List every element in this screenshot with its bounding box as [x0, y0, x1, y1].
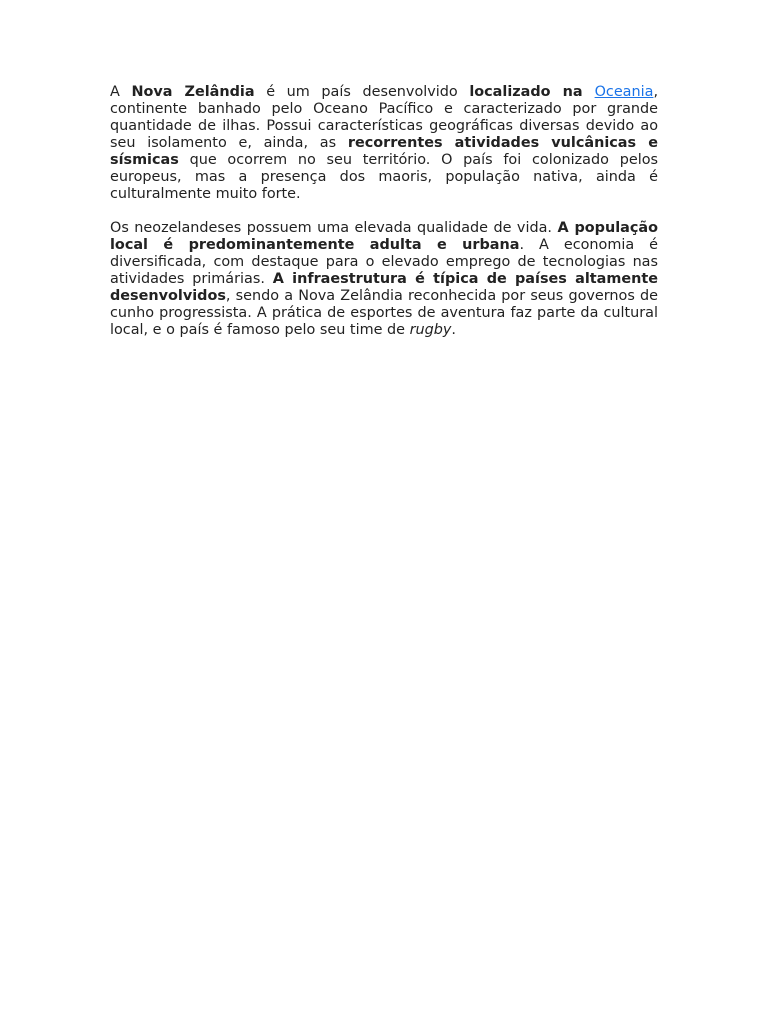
paragraph-1-text-4: que ocorrem no seu território. O país foi colonizado pelos europeus, mas a presença dos maoris, população nativa, ainda é culturalmente muito forte.: [110, 152, 658, 202]
paragraph-1-text-3: , continente banhado pelo Oceano Pacífico e caracterizado por grande quantidade de ilhas. Possui características geográficas diversas devido ao seu isolamento e, ainda, as: [110, 84, 659, 151]
paragraph-2: [110, 220, 658, 339]
paragraph-1: [110, 84, 658, 203]
paragraph-2-text-3: , sendo a Nova Zelândia reconhecida por seus governos de cunho progressista. A prática de esportes de aventura faz parte da cultural local, e o país é famoso pelo seu time de: [110, 288, 658, 338]
paragraph-1-text-2: é um país desenvolvido: [254, 84, 470, 100]
paragraph-1-text-1: A: [110, 84, 132, 100]
paragraph-2-bold-1: A população local é predominantemente adulta e urbana: [110, 220, 658, 253]
paragraph-1-bold-2: localizado na: [469, 84, 595, 100]
paragraph-2-text-2: . A economia é diversificada, com destaque para o elevado emprego de tecnologias nas atividades primárias.: [110, 237, 659, 287]
oceania-link[interactable]: Oceania: [594, 84, 654, 100]
paragraph-2-italic-1: rugby: [409, 322, 452, 338]
paragraph-2-text-4: .: [451, 322, 456, 338]
paragraph-1-bold-3: recorrentes atividades vulcânicas e sísmicas: [110, 135, 659, 168]
article-body: [110, 84, 658, 356]
paragraph-2-text-1: Os neozelandeses possuem uma elevada qualidade de vida.: [110, 220, 558, 236]
paragraph-2-bold-2: A infraestrutura é típica de países altamente desenvolvidos: [110, 271, 658, 304]
paragraph-1-bold-1: Nova Zelândia: [131, 84, 255, 100]
